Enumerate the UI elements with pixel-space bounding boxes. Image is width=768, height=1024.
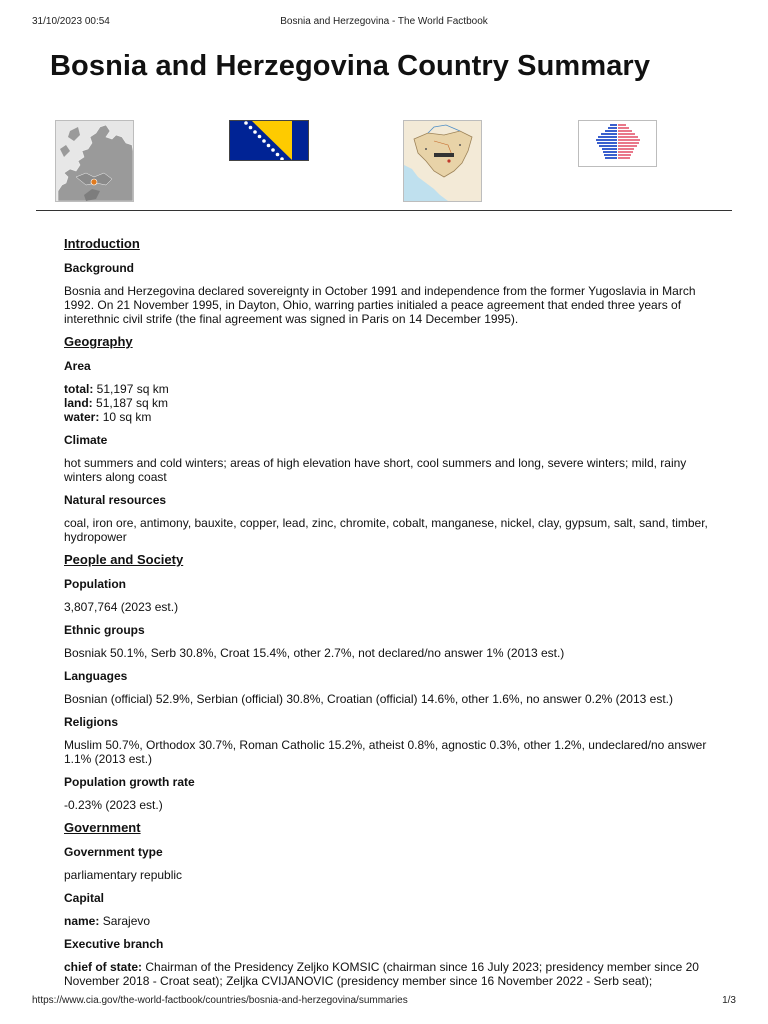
field-title-ethnic-groups: Ethnic groups	[64, 623, 145, 637]
flag-image[interactable]	[229, 120, 309, 161]
field-title-government-type: Government type	[64, 845, 163, 859]
climate-text: hot summers and cold winters; areas of high elevation have short, cool summers and long, severe winters; mild, rainy winters along coast	[64, 456, 687, 484]
government-type-text: parliamentary republic	[64, 868, 183, 882]
area-water	[64, 410, 714, 424]
area-total	[64, 382, 714, 396]
field-title-religions: Religions	[64, 715, 119, 729]
population-text: 3,807,764 (2023 est.)	[64, 600, 179, 614]
executive-branch-text	[64, 960, 714, 988]
section-title-introduction[interactable]: Introduction	[64, 236, 140, 251]
section-title-geography[interactable]: Geography	[64, 334, 133, 349]
header-divider	[36, 210, 732, 211]
area-land	[64, 396, 714, 410]
print-date: 31/10/2023 00:54	[32, 16, 110, 27]
religions-text: Muslim 50.7%, Orthodox 30.7%, Roman Catholic 15.2%, atheist 0.8%, agnostic 0.3%, other 1.2%, undeclared/no answer 1.1% (2013 est.)	[64, 738, 707, 766]
population-pyramid-image[interactable]	[578, 120, 657, 167]
field-title-capital: Capital	[64, 891, 105, 905]
capital-text	[64, 914, 714, 928]
field-title-area: Area	[64, 359, 91, 373]
ethnic-groups-text: Bosniak 50.1%, Serb 30.8%, Croat 15.4%, other 2.7%, not declared/no answer 1% (2013 est.)	[64, 646, 565, 660]
area-land-value: 51,187 sq km	[96, 396, 169, 410]
field-title-languages: Languages	[64, 669, 128, 683]
page-number: 1/3	[722, 995, 736, 1006]
languages-text: Bosnian (official) 52.9%, Serbian (official) 30.8%, Croatian (official) 14.6%, other 1.6%, no answer 0.2% (2013 est.)	[64, 692, 673, 706]
chief-of-state-label: chief of state:	[64, 960, 143, 974]
area-water-label: water:	[64, 410, 100, 424]
background-text: Bosnia and Herzegovina declared sovereignty in October 1991 and independence from the former Yugoslavia in March 1992. On 21 November 1995, in Dayton, Ohio, warring parties initialed a peace agreement that ended three years of interethnic civil strife (the final agreement was signed in Paris on 14 December 1995).	[64, 284, 696, 326]
area-land-label: land:	[64, 396, 93, 410]
chief-of-state-value: Chairman of the Presidency Zeljko KOMSIC (chairman since 16 July 2023; presidency member since 20 November 2018 - Croat seat); Zeljka CVIJANOVIC (presidency member since 16 November 2022 - Serb seat);	[64, 960, 699, 988]
capital-value: Sarajevo	[102, 914, 151, 928]
population-growth-rate-text: -0.23% (2023 est.)	[64, 798, 163, 812]
field-title-executive-branch: Executive branch	[64, 937, 164, 951]
capital-label: name:	[64, 914, 100, 928]
field-title-natural-resources: Natural resources	[64, 493, 167, 507]
natural-resources-text: coal, iron ore, antimony, bauxite, copper, lead, zinc, chromite, cobalt, manganese, nickel, clay, gypsum, salt, sand, timber, hydropower	[64, 516, 708, 544]
section-title-people-and-society[interactable]: People and Society	[64, 552, 184, 567]
field-title-population-growth-rate: Population growth rate	[64, 775, 195, 789]
section-title-government[interactable]: Government	[64, 820, 141, 835]
print-footer	[32, 995, 736, 1006]
area-total-label: total:	[64, 382, 94, 396]
country-map-image[interactable]	[403, 120, 482, 202]
field-title-population: Population	[64, 577, 126, 591]
area-total-value: 51,197 sq km	[96, 382, 169, 396]
print-url[interactable]: https://www.cia.gov/the-world-factbook/countries/bosnia-and-herzegovina/summaries	[32, 995, 408, 1006]
page-title: Bosnia and Herzegovina Country Summary	[50, 50, 651, 82]
area-values	[64, 382, 714, 424]
area-water-value: 10 sq km	[102, 410, 152, 424]
summary-content	[64, 230, 714, 997]
print-page-title: Bosnia and Herzegovina - The World Factbook	[280, 16, 488, 27]
field-title-background: Background	[64, 261, 135, 275]
field-title-climate: Climate	[64, 433, 108, 447]
locator-map-image[interactable]	[55, 120, 134, 202]
